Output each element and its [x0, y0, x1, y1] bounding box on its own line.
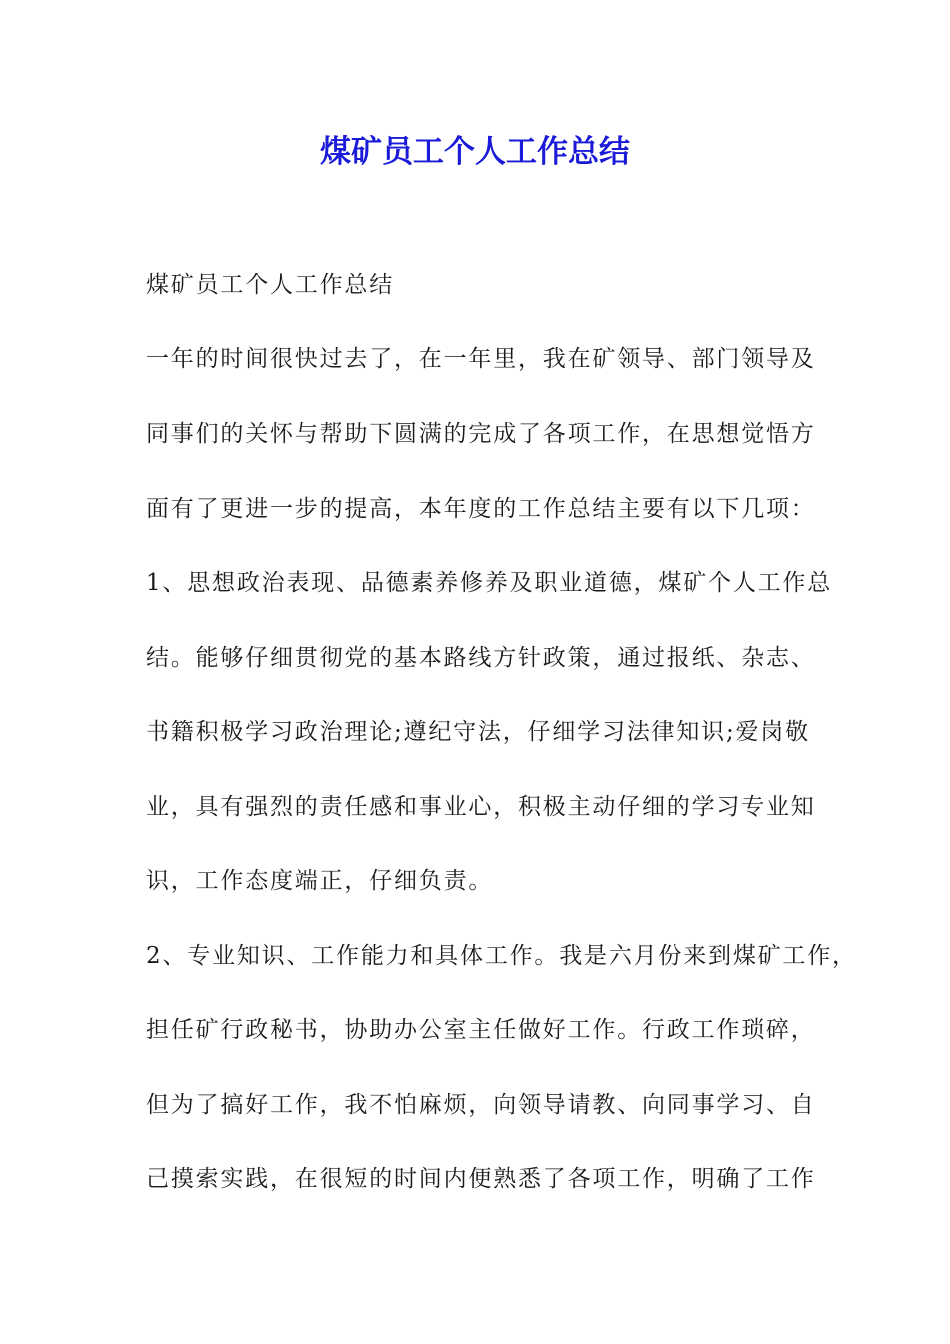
body-line: 但为了搞好工作，我不怕麻烦，向领导请教、向同事学习、自	[146, 1092, 816, 1118]
body-line: 书籍积极学习政治理论;遵纪守法，仔细学习法律知识;爱岗敬	[146, 719, 810, 745]
body-line: 2、专业知识、工作能力和具体工作。我是六月份来到煤矿工作，	[146, 943, 857, 969]
body-line: 担任矿行政秘书，协助办公室主任做好工作。行政工作琐碎，	[146, 1017, 816, 1043]
body-line: 同事们的关怀与帮助下圆满的完成了各项工作，在思想觉悟方	[146, 421, 816, 447]
body-line: 1、思想政治表现、品德素养修养及职业道德，煤矿个人工作总	[146, 570, 833, 596]
body-line: 己摸索实践，在很短的时间内便熟悉了各项工作，明确了工作	[146, 1166, 816, 1192]
document-title: 煤矿员工个人工作总结	[320, 134, 630, 170]
body-line: 业，具有强烈的责任感和事业心，积极主动仔细的学习专业知	[146, 794, 816, 820]
subtitle-line: 煤矿员工个人工作总结	[146, 272, 394, 298]
body-line: 面有了更进一步的提高，本年度的工作总结主要有以下几项：	[146, 496, 816, 522]
body-line: 结。能够仔细贯彻党的基本路线方针政策，通过报纸、杂志、	[146, 645, 816, 671]
body-line: 一年的时间很快过去了，在一年里，我在矿领导、部门领导及	[146, 346, 816, 372]
body-line: 识，工作态度端正，仔细负责。	[146, 868, 494, 894]
